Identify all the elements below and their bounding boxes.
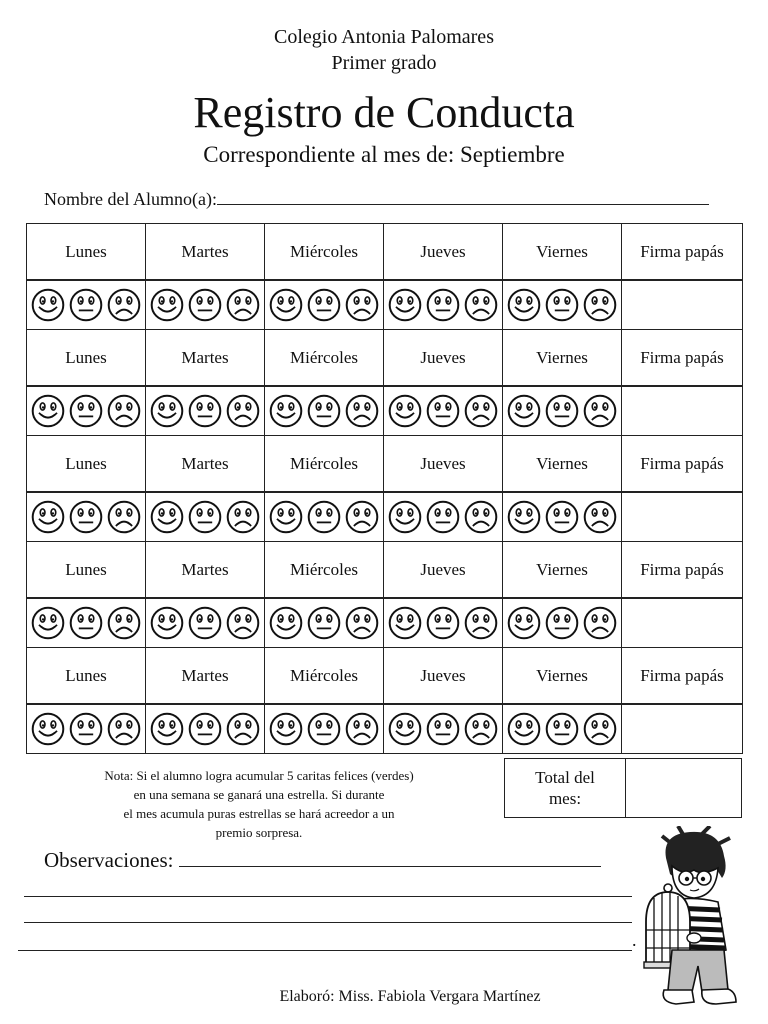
day-header-cell: Viernes [503,330,622,387]
neutral-face-icon[interactable] [68,393,104,429]
happy-face-icon[interactable] [387,605,423,641]
day-faces-cell [384,598,503,648]
observations-line[interactable] [24,896,632,897]
note-line: Nota: Si el alumno logra acumular 5 caritas felices (verdes) [104,768,414,783]
day-faces-cell [146,280,265,330]
neutral-face-icon[interactable] [306,393,342,429]
week-faces-row [27,704,743,754]
neutral-face-icon[interactable] [187,711,223,747]
day-faces-cell [265,386,384,436]
day-faces-cell [503,598,622,648]
day-header-cell: Martes [146,648,265,705]
observations-field[interactable] [179,846,601,867]
sad-face-icon[interactable] [344,711,380,747]
neutral-face-icon[interactable] [425,393,461,429]
happy-face-icon[interactable] [268,393,304,429]
day-header-cell: Viernes [503,542,622,599]
sad-face-icon[interactable] [463,711,499,747]
sad-face-icon[interactable] [463,287,499,323]
happy-face-icon[interactable] [387,287,423,323]
day-faces-cell [146,598,265,648]
week-header-row [27,542,743,599]
happy-face-icon[interactable] [506,287,542,323]
week-faces-row [27,386,743,436]
day-header-cell: Lunes [27,542,146,599]
day-header-cell: Jueves [384,542,503,599]
happy-face-icon[interactable] [149,287,185,323]
happy-face-icon[interactable] [268,711,304,747]
week-faces-row [27,492,743,542]
day-header-cell: Firma papás [622,648,743,705]
sad-face-icon[interactable] [225,711,261,747]
day-header-cell: Firma papás [622,330,743,387]
day-header-cell: Firma papás [622,436,743,493]
neutral-face-icon[interactable] [306,711,342,747]
parent-signature-cell[interactable] [622,280,743,330]
sad-face-icon[interactable] [344,393,380,429]
neutral-face-icon[interactable] [187,605,223,641]
day-faces-cell [265,598,384,648]
parent-signature-cell[interactable] [622,386,743,436]
day-faces-cell [503,386,622,436]
day-faces-cell [384,280,503,330]
parent-signature-cell[interactable] [622,492,743,542]
happy-face-icon[interactable] [30,499,66,535]
neutral-face-icon[interactable] [68,499,104,535]
week-faces-row [27,280,743,330]
parent-signature-cell[interactable] [622,704,743,754]
day-faces-cell [146,492,265,542]
happy-face-icon[interactable] [506,499,542,535]
day-faces-cell [265,704,384,754]
happy-face-icon[interactable] [268,287,304,323]
day-faces-cell [27,492,146,542]
happy-face-icon[interactable] [149,499,185,535]
observations-line[interactable] [24,922,632,923]
monthly-total-box [504,758,742,818]
neutral-face-icon[interactable] [425,499,461,535]
day-header-cell: Viernes [503,648,622,705]
sad-face-icon[interactable] [106,711,142,747]
day-header-cell: Lunes [27,224,146,281]
day-header-cell: Martes [146,436,265,493]
sad-face-icon[interactable] [225,499,261,535]
day-faces-cell [265,280,384,330]
neutral-face-icon[interactable] [187,393,223,429]
sad-face-icon[interactable] [106,605,142,641]
day-header-cell: Jueves [384,224,503,281]
boy-with-birdcage-illustration [632,826,750,1008]
observations-row [44,846,601,874]
sad-face-icon[interactable] [463,605,499,641]
sad-face-icon[interactable] [344,605,380,641]
happy-face-icon[interactable] [387,711,423,747]
total-value-cell[interactable] [626,759,742,818]
day-header-cell: Martes [146,330,265,387]
day-header-cell: Miércoles [265,224,384,281]
week-header-row [27,436,743,493]
day-header-cell: Martes [146,542,265,599]
sad-face-icon[interactable] [106,393,142,429]
sad-face-icon[interactable] [106,499,142,535]
week-header-row [27,330,743,387]
happy-face-icon[interactable] [149,393,185,429]
day-faces-cell [503,704,622,754]
happy-face-icon[interactable] [268,605,304,641]
observations-label: Observaciones: [44,848,174,872]
happy-face-icon[interactable] [30,287,66,323]
day-header-cell: Miércoles [265,542,384,599]
parent-signature-cell[interactable] [622,598,743,648]
sad-face-icon[interactable] [344,499,380,535]
month-subtitle: Correspondiente al mes de: Septiembre [203,142,565,167]
day-header-cell: Miércoles [265,436,384,493]
happy-face-icon[interactable] [506,711,542,747]
happy-face-icon[interactable] [268,499,304,535]
day-faces-cell [146,386,265,436]
happy-face-icon[interactable] [30,711,66,747]
neutral-face-icon[interactable] [306,605,342,641]
neutral-face-icon[interactable] [68,605,104,641]
school-name: Colegio Antonia Palomares [274,26,494,48]
happy-face-icon[interactable] [30,393,66,429]
sad-face-icon[interactable] [106,287,142,323]
sad-face-icon[interactable] [582,605,618,641]
total-label-line: Total del [535,768,595,787]
happy-face-icon[interactable] [149,605,185,641]
neutral-face-icon[interactable] [68,711,104,747]
week-faces-row [27,598,743,648]
page-title: Registro de Conducta [193,88,575,137]
day-header-cell: Firma papás [622,224,743,281]
author-credit: Elaboró: Miss. Fabiola Vergara Martínez [279,988,541,1005]
observations-line[interactable] [18,950,632,951]
neutral-face-icon[interactable] [544,711,580,747]
student-name-label: Nombre del Alumno(a): [44,189,217,209]
day-faces-cell [265,492,384,542]
happy-face-icon[interactable] [506,605,542,641]
day-faces-cell [384,492,503,542]
day-header-cell: Lunes [27,648,146,705]
sad-face-icon[interactable] [582,393,618,429]
sad-face-icon[interactable] [225,393,261,429]
neutral-face-icon[interactable] [68,287,104,323]
note-line: en una semana se ganará una estrella. Si durante [133,787,385,802]
day-header-cell: Viernes [503,436,622,493]
day-header-cell: Jueves [384,330,503,387]
day-header-cell: Viernes [503,224,622,281]
conduct-table [26,223,743,754]
sad-face-icon[interactable] [225,605,261,641]
neutral-face-icon[interactable] [306,287,342,323]
day-header-cell: Miércoles [265,330,384,387]
happy-face-icon[interactable] [387,499,423,535]
sad-face-icon[interactable] [582,287,618,323]
note-line: premio sorpresa. [215,825,303,840]
day-header-cell: Martes [146,224,265,281]
day-faces-cell [146,704,265,754]
neutral-face-icon[interactable] [544,393,580,429]
day-header-cell: Lunes [27,330,146,387]
day-faces-cell [384,386,503,436]
note-line: el mes acumula puras estrellas se hará acreedor a un [123,806,395,821]
sad-face-icon[interactable] [225,287,261,323]
day-header-cell: Jueves [384,648,503,705]
neutral-face-icon[interactable] [187,499,223,535]
day-faces-cell [27,704,146,754]
total-label [505,759,626,818]
sad-face-icon[interactable] [344,287,380,323]
total-label-line: mes: [548,789,582,808]
day-faces-cell [503,492,622,542]
neutral-face-icon[interactable] [306,499,342,535]
happy-face-icon[interactable] [506,393,542,429]
day-faces-cell [503,280,622,330]
grade-label: Primer grado [331,52,437,74]
neutral-face-icon[interactable] [544,605,580,641]
week-header-row [27,648,743,705]
note-text [64,766,454,842]
happy-face-icon[interactable] [387,393,423,429]
day-faces-cell [27,386,146,436]
sad-face-icon[interactable] [463,499,499,535]
student-name-field[interactable] [217,186,709,205]
neutral-face-icon[interactable] [544,499,580,535]
neutral-face-icon[interactable] [425,287,461,323]
period-mark: . [632,930,637,950]
neutral-face-icon[interactable] [425,605,461,641]
week-header-row [27,224,743,281]
neutral-face-icon[interactable] [544,287,580,323]
student-name-row [44,186,709,211]
neutral-face-icon[interactable] [425,711,461,747]
day-faces-cell [27,598,146,648]
happy-face-icon[interactable] [30,605,66,641]
sad-face-icon[interactable] [582,499,618,535]
happy-face-icon[interactable] [149,711,185,747]
day-faces-cell [27,280,146,330]
day-header-cell: Jueves [384,436,503,493]
day-header-cell: Firma papás [622,542,743,599]
neutral-face-icon[interactable] [187,287,223,323]
sad-face-icon[interactable] [463,393,499,429]
day-header-cell: Miércoles [265,648,384,705]
day-faces-cell [384,704,503,754]
day-header-cell: Lunes [27,436,146,493]
sad-face-icon[interactable] [582,711,618,747]
